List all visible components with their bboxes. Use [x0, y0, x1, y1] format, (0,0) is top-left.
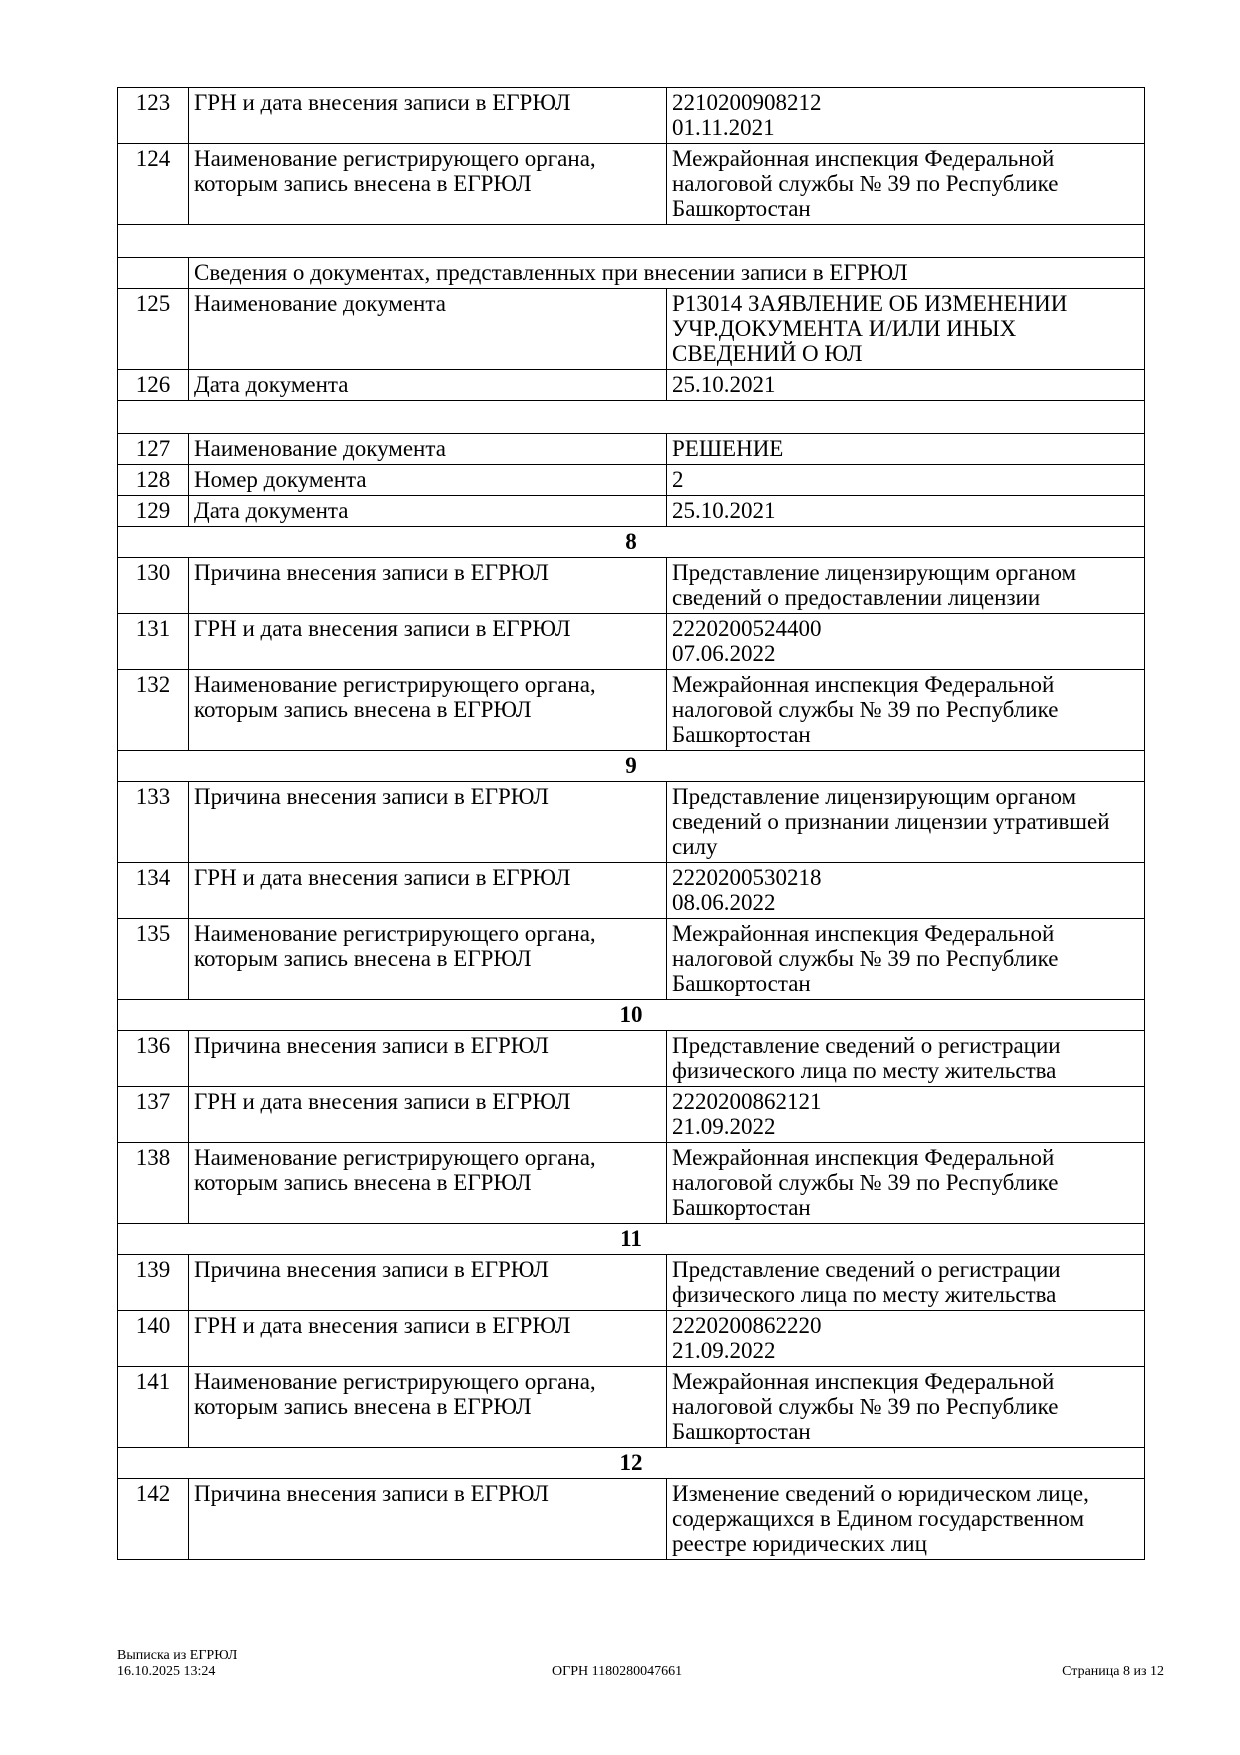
table-row	[118, 558, 1145, 614]
row-label: Наименование регистрирующего органа, которым запись внесена в ЕГРЮЛ	[189, 144, 667, 225]
row-label: Наименование документа	[189, 289, 667, 370]
row-value: 2220200530218 08.06.2022	[667, 863, 1145, 919]
row-value: 2220200862220 21.09.2022	[667, 1311, 1145, 1367]
row-label: Наименование регистрирующего органа, которым запись внесена в ЕГРЮЛ	[189, 1367, 667, 1448]
group-header-row	[118, 1224, 1145, 1255]
group-number: 9	[118, 751, 1145, 782]
row-label: Наименование регистрирующего органа, которым запись внесена в ЕГРЮЛ	[189, 1143, 667, 1224]
row-number: 128	[118, 465, 189, 496]
footer-datetime: 16.10.2025 13:24	[117, 1664, 216, 1679]
row-label: Наименование регистрирующего органа, которым запись внесена в ЕГРЮЛ	[189, 919, 667, 1000]
row-label: Причина внесения записи в ЕГРЮЛ	[189, 1031, 667, 1087]
row-value: Р13014 ЗАЯВЛЕНИЕ ОБ ИЗМЕНЕНИИ УЧР.ДОКУМЕНТА И/ИЛИ ИНЫХ СВЕДЕНИЙ О ЮЛ	[667, 289, 1145, 370]
row-label: Наименование документа	[189, 434, 667, 465]
table-row	[118, 614, 1145, 670]
table-row	[118, 496, 1145, 527]
row-number: 137	[118, 1087, 189, 1143]
table-row	[118, 434, 1145, 465]
row-label: Причина внесения записи в ЕГРЮЛ	[189, 782, 667, 863]
table-row	[118, 1311, 1145, 1367]
spacer-cell	[118, 225, 1145, 258]
table-row	[118, 670, 1145, 751]
row-value: Представление лицензирующим органом сведений о признании лицензии утратившей силу	[667, 782, 1145, 863]
table-row	[118, 1367, 1145, 1448]
row-label: ГРН и дата внесения записи в ЕГРЮЛ	[189, 88, 667, 144]
group-number: 12	[118, 1448, 1145, 1479]
row-value: Изменение сведений о юридическом лице, содержащихся в Едином государственном реестре юридических лиц	[667, 1479, 1145, 1560]
row-value: Межрайонная инспекция Федеральной налоговой службы № 39 по Республике Башкортостан	[667, 670, 1145, 751]
page-footer	[117, 1648, 1164, 1688]
row-label: ГРН и дата внесения записи в ЕГРЮЛ	[189, 1087, 667, 1143]
group-number: 10	[118, 1000, 1145, 1031]
row-label: ГРН и дата внесения записи в ЕГРЮЛ	[189, 863, 667, 919]
table-row	[118, 1087, 1145, 1143]
row-label: Наименование регистрирующего органа, которым запись внесена в ЕГРЮЛ	[189, 670, 667, 751]
row-number: 139	[118, 1255, 189, 1311]
group-number: 11	[118, 1224, 1145, 1255]
row-value: 25.10.2021	[667, 496, 1145, 527]
row-number: 130	[118, 558, 189, 614]
row-label: ГРН и дата внесения записи в ЕГРЮЛ	[189, 614, 667, 670]
group-header-row	[118, 1000, 1145, 1031]
row-value: 2220200862121 21.09.2022	[667, 1087, 1145, 1143]
footer-left	[117, 1648, 237, 1680]
row-value: Представление сведений о регистрации физического лица по месту жительства	[667, 1255, 1145, 1311]
table-row	[118, 144, 1145, 225]
table-row	[118, 1143, 1145, 1224]
row-label: Причина внесения записи в ЕГРЮЛ	[189, 558, 667, 614]
footer-document-name: Выписка из ЕГРЮЛ	[117, 1648, 238, 1663]
row-value: Межрайонная инспекция Федеральной налоговой службы № 39 по Республике Башкортостан	[667, 1143, 1145, 1224]
row-number: 141	[118, 1367, 189, 1448]
row-value: РЕШЕНИЕ	[667, 434, 1145, 465]
row-value: Представление лицензирующим органом сведений о предоставлении лицензии	[667, 558, 1145, 614]
row-number: 125	[118, 289, 189, 370]
table-row	[118, 782, 1145, 863]
footer-ogrn: ОГРН 1180280047661	[552, 1664, 683, 1679]
table-row	[118, 289, 1145, 370]
group-header-row	[118, 751, 1145, 782]
row-value: Представление сведений о регистрации физического лица по месту жительства	[667, 1031, 1145, 1087]
group-header-row	[118, 527, 1145, 558]
row-number: 124	[118, 144, 189, 225]
row-label: Номер документа	[189, 465, 667, 496]
spacer-cell	[118, 401, 1145, 434]
row-number: 136	[118, 1031, 189, 1087]
section-header-row	[118, 258, 1145, 289]
row-value: 25.10.2021	[667, 370, 1145, 401]
row-value: 2220200524400 07.06.2022	[667, 614, 1145, 670]
footer-page-number: Страница 8 из 12	[1062, 1664, 1164, 1679]
table-row	[118, 919, 1145, 1000]
section-title: Сведения о документах, представленных при внесении записи в ЕГРЮЛ	[189, 258, 1145, 289]
row-number: 126	[118, 370, 189, 401]
table-row	[118, 465, 1145, 496]
row-label: Дата документа	[189, 496, 667, 527]
spacer-row	[118, 401, 1145, 434]
table-row	[118, 1479, 1145, 1560]
group-number: 8	[118, 527, 1145, 558]
row-label: Дата документа	[189, 370, 667, 401]
section-number-cell	[118, 258, 189, 289]
row-value: 2	[667, 465, 1145, 496]
row-number: 134	[118, 863, 189, 919]
row-value: Межрайонная инспекция Федеральной налоговой службы № 39 по Республике Башкортостан	[667, 144, 1145, 225]
table-row	[118, 370, 1145, 401]
row-value: Межрайонная инспекция Федеральной налоговой службы № 39 по Республике Башкортостан	[667, 1367, 1145, 1448]
row-number: 132	[118, 670, 189, 751]
table-row	[118, 88, 1145, 144]
row-number: 135	[118, 919, 189, 1000]
group-header-row	[118, 1448, 1145, 1479]
row-number: 129	[118, 496, 189, 527]
row-number: 133	[118, 782, 189, 863]
row-value: 2210200908212 01.11.2021	[667, 88, 1145, 144]
egrul-records-table	[117, 87, 1145, 1560]
table-row	[118, 863, 1145, 919]
row-label: Причина внесения записи в ЕГРЮЛ	[189, 1479, 667, 1560]
row-number: 140	[118, 1311, 189, 1367]
row-number: 138	[118, 1143, 189, 1224]
table-body	[118, 88, 1145, 1560]
row-number: 142	[118, 1479, 189, 1560]
table-row	[118, 1255, 1145, 1311]
row-label: Причина внесения записи в ЕГРЮЛ	[189, 1255, 667, 1311]
spacer-row	[118, 225, 1145, 258]
row-number: 127	[118, 434, 189, 465]
row-value: Межрайонная инспекция Федеральной налоговой службы № 39 по Республике Башкортостан	[667, 919, 1145, 1000]
row-label: ГРН и дата внесения записи в ЕГРЮЛ	[189, 1311, 667, 1367]
table-row	[118, 1031, 1145, 1087]
row-number: 131	[118, 614, 189, 670]
row-number: 123	[118, 88, 189, 144]
